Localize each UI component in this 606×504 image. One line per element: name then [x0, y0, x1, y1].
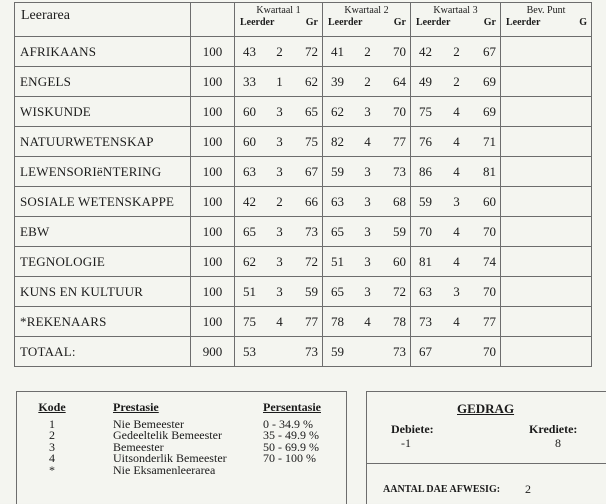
table-row — [15, 247, 592, 277]
legend-percentage: 0 - 34.9 % — [263, 416, 313, 431]
term-cell: 42 2 66 — [235, 187, 323, 217]
subject-name: SOSIALE WETENSKAPPE — [15, 187, 191, 217]
term-cell: 70 4 70 — [411, 217, 501, 247]
term-cell: 51 3 60 — [323, 247, 411, 277]
term-cell: 75 4 77 — [235, 307, 323, 337]
table-row — [15, 187, 592, 217]
term-3-header: Kwartaal 3 Leerder Gr — [411, 3, 501, 37]
legend-performance-column — [113, 402, 263, 476]
legend-box — [16, 391, 347, 504]
legend-code-header: Kode — [38, 400, 66, 414]
max-mark: 100 — [191, 217, 235, 247]
subject-name: NATUURWETENSKAP — [15, 127, 191, 157]
term-cell: 41 2 70 — [323, 37, 411, 67]
legend-percentage-header: Persentasie — [263, 400, 321, 414]
legend-performance: Uitsonderlik Bemeester — [113, 451, 227, 465]
legend-performance: Nie Eksamenleerarea — [113, 462, 216, 477]
term-cell: 65 3 73 — [235, 217, 323, 247]
max-mark: 100 — [191, 157, 235, 187]
legend-percentage: 50 - 69.9 % — [263, 439, 319, 454]
max-mark: 100 — [191, 187, 235, 217]
table-row — [15, 307, 592, 337]
term-cell: 63 3 70 — [411, 277, 501, 307]
subject-name: TEGNOLOGIE — [15, 247, 191, 277]
term-cell: 53 73 — [235, 337, 323, 367]
max-mark: 100 — [191, 247, 235, 277]
max-mark: 100 — [191, 97, 235, 127]
legend-code: 1 — [49, 416, 55, 431]
legend-percentage: 70 - 100 % — [263, 451, 316, 465]
subject-name: KUNS EN KULTUUR — [15, 277, 191, 307]
absent-label: AANTAL DAE AFWESIG: — [383, 484, 501, 495]
term-cell: 62 3 72 — [235, 247, 323, 277]
conduct-title: GEDRAG — [457, 401, 515, 416]
max-mark: 100 — [191, 37, 235, 67]
legend-performance-header: Prestasie — [113, 400, 159, 414]
subject-name: AFRIKAANS — [15, 37, 191, 67]
term-cell: 51 3 59 — [235, 277, 323, 307]
max-mark: 100 — [191, 127, 235, 157]
average-cell — [501, 97, 592, 127]
subject-name: LEWENSORIëNTERING — [15, 157, 191, 187]
conduct-divider — [367, 463, 606, 464]
legend-code: 3 — [49, 439, 55, 454]
term-cell: 73 4 77 — [411, 307, 501, 337]
average-cell — [501, 37, 592, 67]
credit-value: 8 — [555, 436, 561, 450]
total-average-cell — [501, 337, 592, 367]
credit-label: Krediete: — [529, 422, 578, 436]
average-cell — [501, 277, 592, 307]
conduct-box — [366, 391, 606, 504]
max-mark: 100 — [191, 277, 235, 307]
total-label: TOTAAL: — [15, 337, 191, 367]
term-cell: 60 3 75 — [235, 127, 323, 157]
term-cell: 60 3 65 — [235, 97, 323, 127]
max-mark: 100 — [191, 307, 235, 337]
average-cell — [501, 157, 592, 187]
average-cell — [501, 307, 592, 337]
term-cell: 65 3 72 — [323, 277, 411, 307]
subject-name: *REKENAARS — [15, 307, 191, 337]
legend-code-column — [37, 402, 67, 476]
subject-header: Leerarea — [15, 3, 191, 37]
average-cell — [501, 187, 592, 217]
legend-performance: Nie Bemeester — [113, 416, 184, 431]
term-cell: 39 2 64 — [323, 67, 411, 97]
term-2-header: Kwartaal 2 Leerder Gr — [323, 3, 411, 37]
subject-name: WISKUNDE — [15, 97, 191, 127]
term-cell: 65 3 59 — [323, 217, 411, 247]
legend-code: 4 — [49, 451, 55, 465]
subject-name: ENGELS — [15, 67, 191, 97]
term-cell: 42 2 67 — [411, 37, 501, 67]
table-row — [15, 97, 592, 127]
term-cell: 59 3 60 — [411, 187, 501, 217]
term-cell: 63 3 67 — [235, 157, 323, 187]
term-cell: 75 4 69 — [411, 97, 501, 127]
term-cell: 63 3 68 — [323, 187, 411, 217]
term-cell: 43 2 72 — [235, 37, 323, 67]
term-cell: 86 4 81 — [411, 157, 501, 187]
debit-value: -1 — [401, 436, 411, 450]
average-header: Bev. Punt Leerder G — [501, 3, 592, 37]
legend-performance: Bemeester — [113, 439, 164, 454]
term-cell: 33 1 62 — [235, 67, 323, 97]
table-row — [15, 217, 592, 247]
legend-percentage-column — [263, 402, 343, 465]
average-cell — [501, 247, 592, 277]
table-row — [15, 277, 592, 307]
term-cell: 59 3 73 — [323, 157, 411, 187]
legend-performance: Gedeeltelik Bemeester — [113, 428, 222, 442]
average-cell — [501, 217, 592, 247]
average-cell — [501, 67, 592, 97]
legend-code: 2 — [49, 428, 55, 442]
header-row — [15, 3, 592, 37]
term-cell: 81 4 74 — [411, 247, 501, 277]
term-cell: 82 4 77 — [323, 127, 411, 157]
term-cell: 67 70 — [411, 337, 501, 367]
term-cell: 76 4 71 — [411, 127, 501, 157]
table-row — [15, 37, 592, 67]
term-cell: 78 4 78 — [323, 307, 411, 337]
term-cell: 62 3 70 — [323, 97, 411, 127]
term-1-header: Kwartaal 1 Leerder Gr — [235, 3, 323, 37]
term-cell: 49 2 69 — [411, 67, 501, 97]
table-row — [15, 67, 592, 97]
legend-percentage: 35 - 49.9 % — [263, 428, 319, 442]
legend-code: * — [49, 462, 55, 477]
total-max: 900 — [191, 337, 235, 367]
term-cell: 59 73 — [323, 337, 411, 367]
max-mark: 100 — [191, 67, 235, 97]
debit-label: Debiete: — [391, 422, 434, 436]
average-cell — [501, 127, 592, 157]
marks-table — [14, 2, 592, 367]
total-row — [15, 337, 592, 367]
subject-name: EBW — [15, 217, 191, 247]
absent-value: 2 — [525, 482, 531, 496]
max-header — [191, 3, 235, 37]
table-row — [15, 157, 592, 187]
table-row — [15, 127, 592, 157]
